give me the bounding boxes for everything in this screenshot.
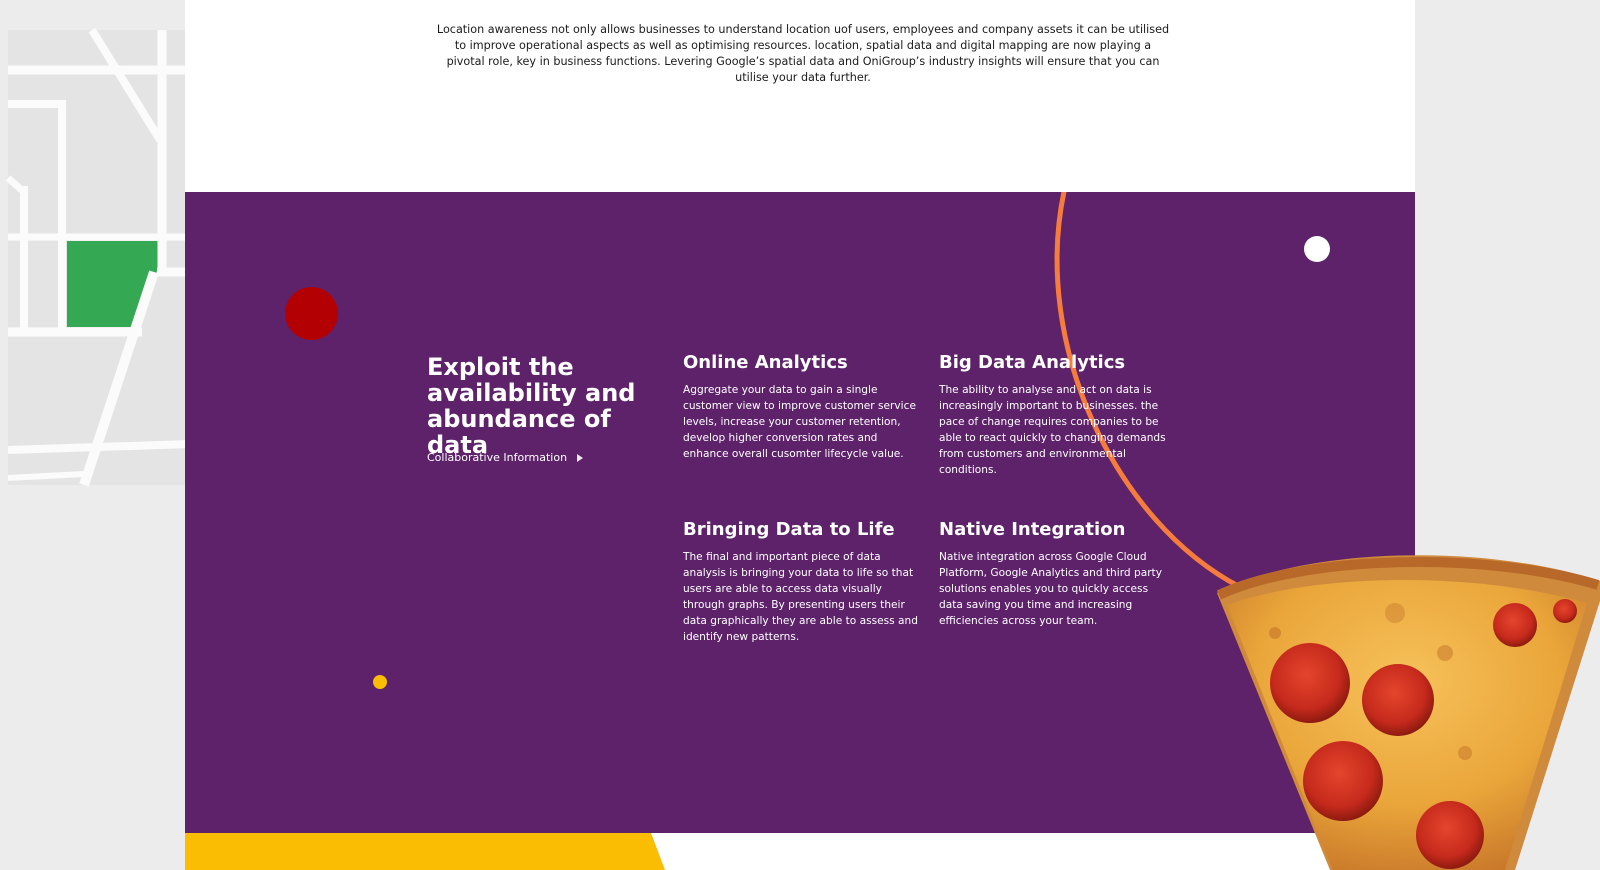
chevron-right-icon <box>577 454 583 462</box>
feature-title: Big Data Analytics <box>939 352 1126 373</box>
collaborative-information-label: Collaborative Information <box>427 451 568 464</box>
feature-online-analytics <box>683 352 923 462</box>
collaborative-information-link[interactable] <box>427 451 583 464</box>
feature-title: Bringing Data to Life <box>683 519 895 540</box>
feature-text: Aggregate your data to gain a single customer view to improve customer service levels, increase your customer retention, develop higher conversion rates and enhance overall cusomter lifecycle value. <box>683 384 916 460</box>
feature-text: Native integration across Google Cloud Platform, Google Analytics and third party solutions enables you to quickly access data saving you time and increasing efficiencies across your team. <box>939 551 1162 627</box>
feature-native-integration <box>939 519 1175 629</box>
white-dot-decoration <box>1304 236 1330 262</box>
map-illustration <box>0 0 190 490</box>
yellow-dot-decoration <box>373 675 387 689</box>
feature-text: The ability to analyse and act on data is increasingly important to businesses. the pace of change requires companies to be able to react quickly to changing demands from customers and environmental conditions. <box>939 384 1166 476</box>
intro-paragraph: Location awareness not only allows businesses to understand location uof users, employees and company assets it can be utilised to improve operational aspects as well as optimising resources. location, spatial data and digital mapping are now playing a pivotal role, key in business functions. Levering Google’s spatial data and OniGroup’s industry insights will ensure that you can utilise your data further. <box>436 23 1170 84</box>
feature-title: Online Analytics <box>683 352 848 373</box>
feature-big-data-analytics <box>939 352 1175 478</box>
pizza-slice-illustration <box>1215 553 1600 870</box>
feature-title: Native Integration <box>939 519 1126 540</box>
feature-bringing-data-to-life <box>683 519 919 645</box>
red-dot-decoration <box>285 287 338 340</box>
section-title: Exploit the availability and abundance of data <box>427 353 636 459</box>
intro-heading-clip <box>185 0 1415 8</box>
yellow-band-decoration <box>185 833 685 870</box>
feature-text: The final and important piece of data analysis is bringing your data to life so that users are able to access data visually through graphs. By presenting users their data graphically they are able to assess and identify new patterns. <box>683 551 918 643</box>
